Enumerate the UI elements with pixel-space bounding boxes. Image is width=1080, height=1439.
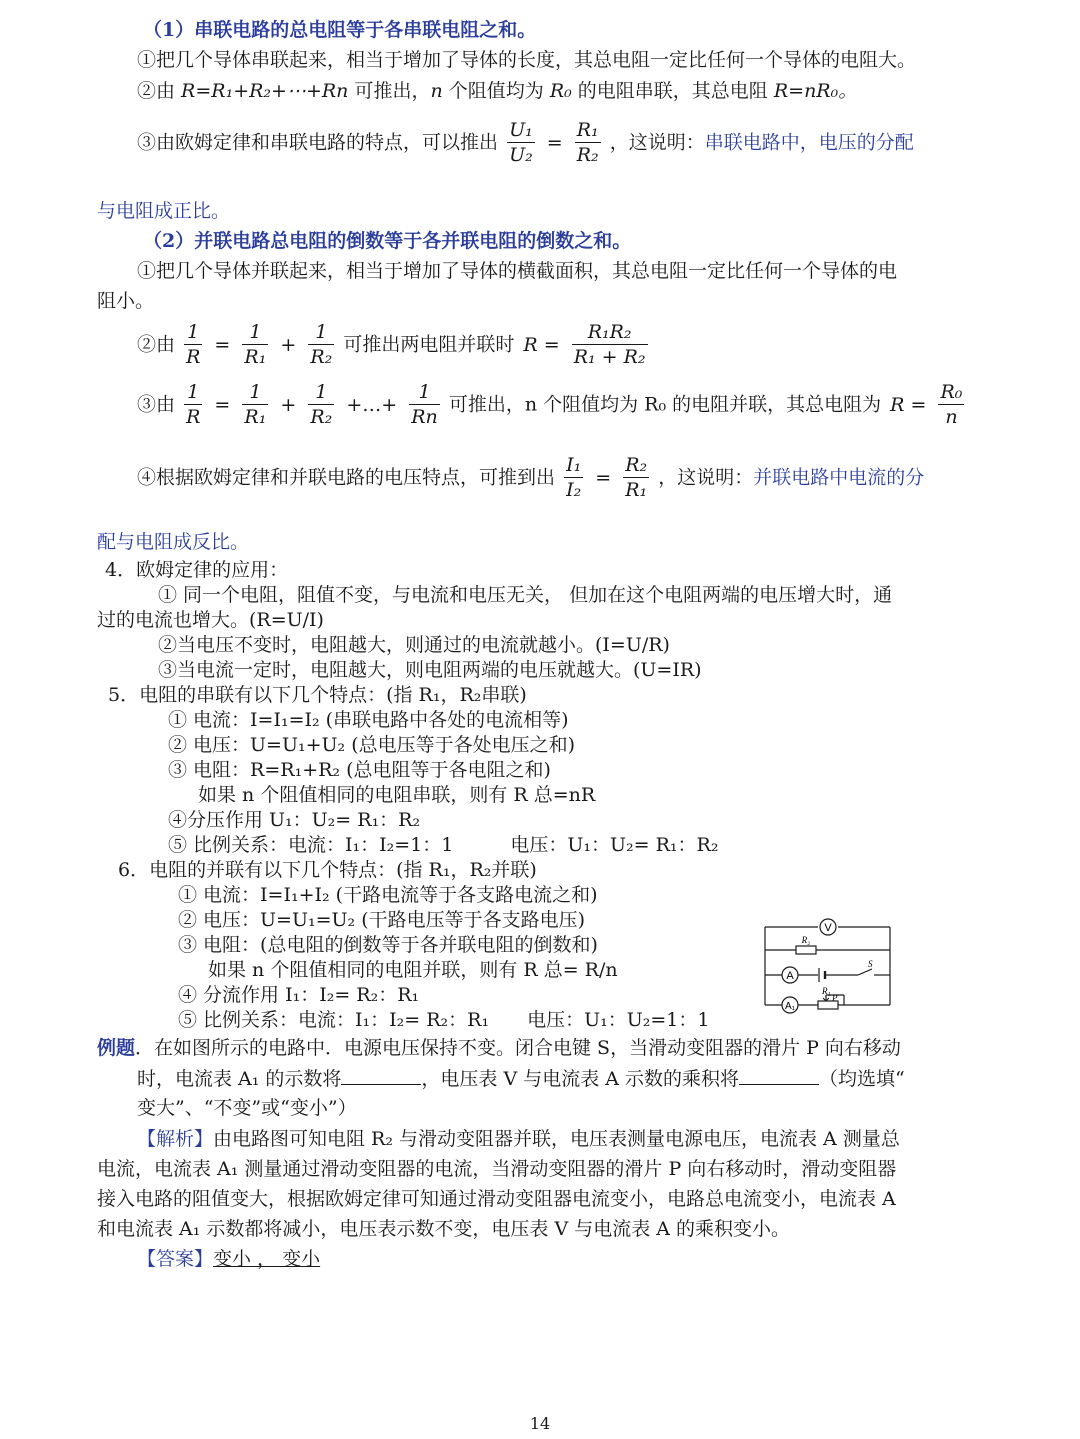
parallel-features-title: 6．电阻的并联有以下几个特点：(指 R₁，R₂并联) (118, 859, 537, 881)
fraction-r1-r2: $\frac{\text{R₁}}{\text{R₂}}$ (576, 119, 599, 166)
ohm-title: 4．欧姆定律的应用： (105, 559, 289, 581)
ohm-item-3: ③当电流一定时，电阻越大，则电阻两端的电压就越大。(U=IR) (158, 659, 702, 681)
series-features-title: 5．电阻的串联有以下几个特点：(指 R₁，R₂串联) (108, 684, 527, 706)
svg-text:R₂: R₂ (801, 935, 811, 945)
voltmeter-icon (820, 919, 836, 935)
analysis-line-4: 和电流表 A₁ 示数都将减小，电压表示数不变，电压表 V 与电流表 A 的乘积变小。 (97, 1218, 791, 1240)
parallel-point-1: ①把几个导体并联起来，相当于增加了导体的横截面积，其总电阻一定比任何一个导体的电 (137, 260, 898, 282)
svg-text:A₁: A₁ (784, 1001, 796, 1012)
analysis-line-1: 【解析】由电路图可知电阻 R₂ 与滑动变阻器并联，电压表测量电源电压，电流表 A 测量总 (137, 1128, 900, 1150)
fraction-u1-u2: $\frac{\text{U₁}}{\text{U₂}}$ (509, 119, 533, 166)
ammeter-icon (782, 967, 798, 983)
ohm-item-1: ① 同一个电阻，阻值不变，与电流和电压无关， 但加在这个电阻两端的电压增大时，通 (158, 584, 893, 606)
series-point-3: ③由欧姆定律和串联电路的特点，可以推出 $\frac{\text{U₁}}{\text{U₂}}$ = $\frac{\text{R₁}}{\text{R₂}}$ ，这说明：串联电路中，电压的分配 (137, 119, 914, 166)
parallel-conclusion: 配与电阻成反比。 (97, 531, 250, 553)
series-conclusion: 与电阻成正比。 (97, 200, 231, 222)
answer-tag: 【答案】 (137, 1248, 214, 1270)
parallel-feature-3: ③ 电阻：(总电阻的倒数等于各并联电阻的倒数和) (178, 934, 598, 956)
parallel-feature-4: ④ 分流作用 I₁：I₂= R₂：R₁ (178, 984, 420, 1006)
series-feature-3-cont: 如果 n 个阻值相同的电阻串联，则有 R 总=nR (198, 784, 596, 806)
series-point-1: ①把几个导体串联起来，相当于增加了导体的长度，其总电阻一定比任何一个导体的电阻大。 (137, 49, 917, 71)
parallel-heading: （2）并联电路总电阻的倒数等于各并联电阻的倒数之和。 (143, 230, 632, 252)
fraction-r1r2-over-sum: $\frac{\text{R₁R₂}}{\text{R₁ + R₂}}$ (573, 321, 646, 368)
circuit-diagram (760, 915, 900, 1015)
answer-blank-2[interactable] (739, 1066, 819, 1085)
example-label: 例题 (97, 1037, 136, 1059)
series-point-2: ②由 R=R₁+R₂+⋯+Rn 可推出，n 个阻值均为 R₀ 的电阻串联，其总电阻 R=nR₀。 (137, 80, 858, 102)
analysis-tag: 【解析】 (137, 1128, 214, 1150)
fraction-i1-i2: $\frac{\text{I₁}}{\text{I₂}}$ (566, 454, 582, 501)
ohm-item-1-cont: 过的电流也增大。(R=U/I) (97, 609, 324, 631)
example-line-3: 变大”、“不变”或“变小”） (137, 1097, 357, 1119)
parallel-point-4: ④根据欧姆定律和并联电路的电压特点，可推到出 $\frac{\text{I₁}}{\text{I₂}}$ = $\frac{\text{R₂}}{\text{R₁}}$ ，这说明：并联电路中电流的分 (137, 454, 925, 501)
series-feature-1: ① 电流：I=I₁=I₂ (串联电路中各处的电流相等) (168, 709, 569, 731)
answer-text: 变小 ， 变小 (213, 1248, 321, 1270)
ohm-item-2: ②当电压不变时，电阻越大，则通过的电流就越小。(I=U/R) (158, 634, 670, 656)
svg-text:R₁: R₁ (822, 986, 831, 996)
parallel-feature-5: ⑤ 比例关系：电流：I₁：I₂= R₂：R₁ 电压：U₁：U₂=1：1 (178, 1009, 710, 1031)
analysis-line-2: 电流，电流表 A₁ 测量通过滑动变阻器的电流，当滑动变阻器的滑片 P 向右移动时，滑动变阻器 (97, 1158, 897, 1180)
analysis-line-3: 接入电路的阻值变大，根据欧姆定律可知通过滑动变阻器电流变小，电路总电流变小，电流表 A (97, 1188, 896, 1210)
parallel-feature-1: ① 电流：I=I₁+I₂ (干路电流等于各支路电流之和) (178, 884, 598, 906)
fraction-r2-r1: $\frac{\text{R₂}}{\text{R₁}}$ (625, 454, 648, 501)
series-feature-3: ③ 电阻：R=R₁+R₂ (总电阻等于各电阻之和) (168, 759, 551, 781)
example-line-2: 时，电流表 A₁ 的示数将 ，电压表 V 与电流表 A 示数的乘积将 （均选填“ (137, 1068, 905, 1090)
svg-text:P: P (832, 993, 838, 1003)
series-heading: （1）串联电路的总电阻等于各串联电阻之和。 (143, 19, 537, 41)
svg-text:V: V (824, 922, 832, 934)
battery-icon (819, 968, 825, 982)
parallel-point-1-cont: 阻小。 (97, 290, 155, 312)
fraction-r0-over-n: $\frac{\text{R₀}}{n}$ (940, 381, 963, 428)
parallel-point-2: ②由 $\frac{1}{R}$ = $\frac{1}{\text{R₁}}$ + $\frac{1}{\text{R₂}}$ 可推出两电阻并联时 R = $\frac{\text{R₁R₂}}{\text{R₁ + R₂}}$ (137, 321, 646, 368)
answer-line (137, 1247, 320, 1271)
rheostat-icon (818, 986, 838, 1009)
example-line-1: 例题．在如图所示的电路中．电源电压保持不变。闭合电键 S，当滑动变阻器的滑片 P 向右移动 (97, 1037, 901, 1059)
parallel-point-3: ③由 $\frac{1}{R}$ = $\frac{1}{\text{R₁}}$ + $\frac{1}{\text{R₂}}$ +…+ $\frac{1}{Rn}$ 可推出，n 个阻值均为 R₀ 的电阻并联，其总电阻为 R = $\frac{\text{R₀}}{n}$ (137, 381, 963, 428)
switch-label: S (868, 959, 873, 969)
page-number: 14 (529, 1414, 551, 1433)
series-feature-5: ⑤ 比例关系：电流：I₁：I₂=1：1 电压：U₁：U₂= R₁：R₂ (168, 834, 719, 856)
ammeter-a1-icon (782, 997, 798, 1013)
series-feature-4: ④分压作用 U₁：U₂= R₁：R₂ (168, 809, 421, 831)
resistor-r2-icon (796, 935, 816, 954)
parallel-feature-2: ② 电压：U=U₁=U₂ (干路电压等于各支路电压) (178, 909, 586, 931)
answer-blank-1[interactable] (341, 1066, 421, 1085)
svg-text:A: A (786, 970, 794, 982)
parallel-feature-3-cont: 如果 n 个阻值相同的电阻并联，则有 R 总= R/n (208, 959, 618, 981)
series-feature-2: ② 电压：U=U₁+U₂ (总电压等于各处电压之和) (168, 734, 576, 756)
